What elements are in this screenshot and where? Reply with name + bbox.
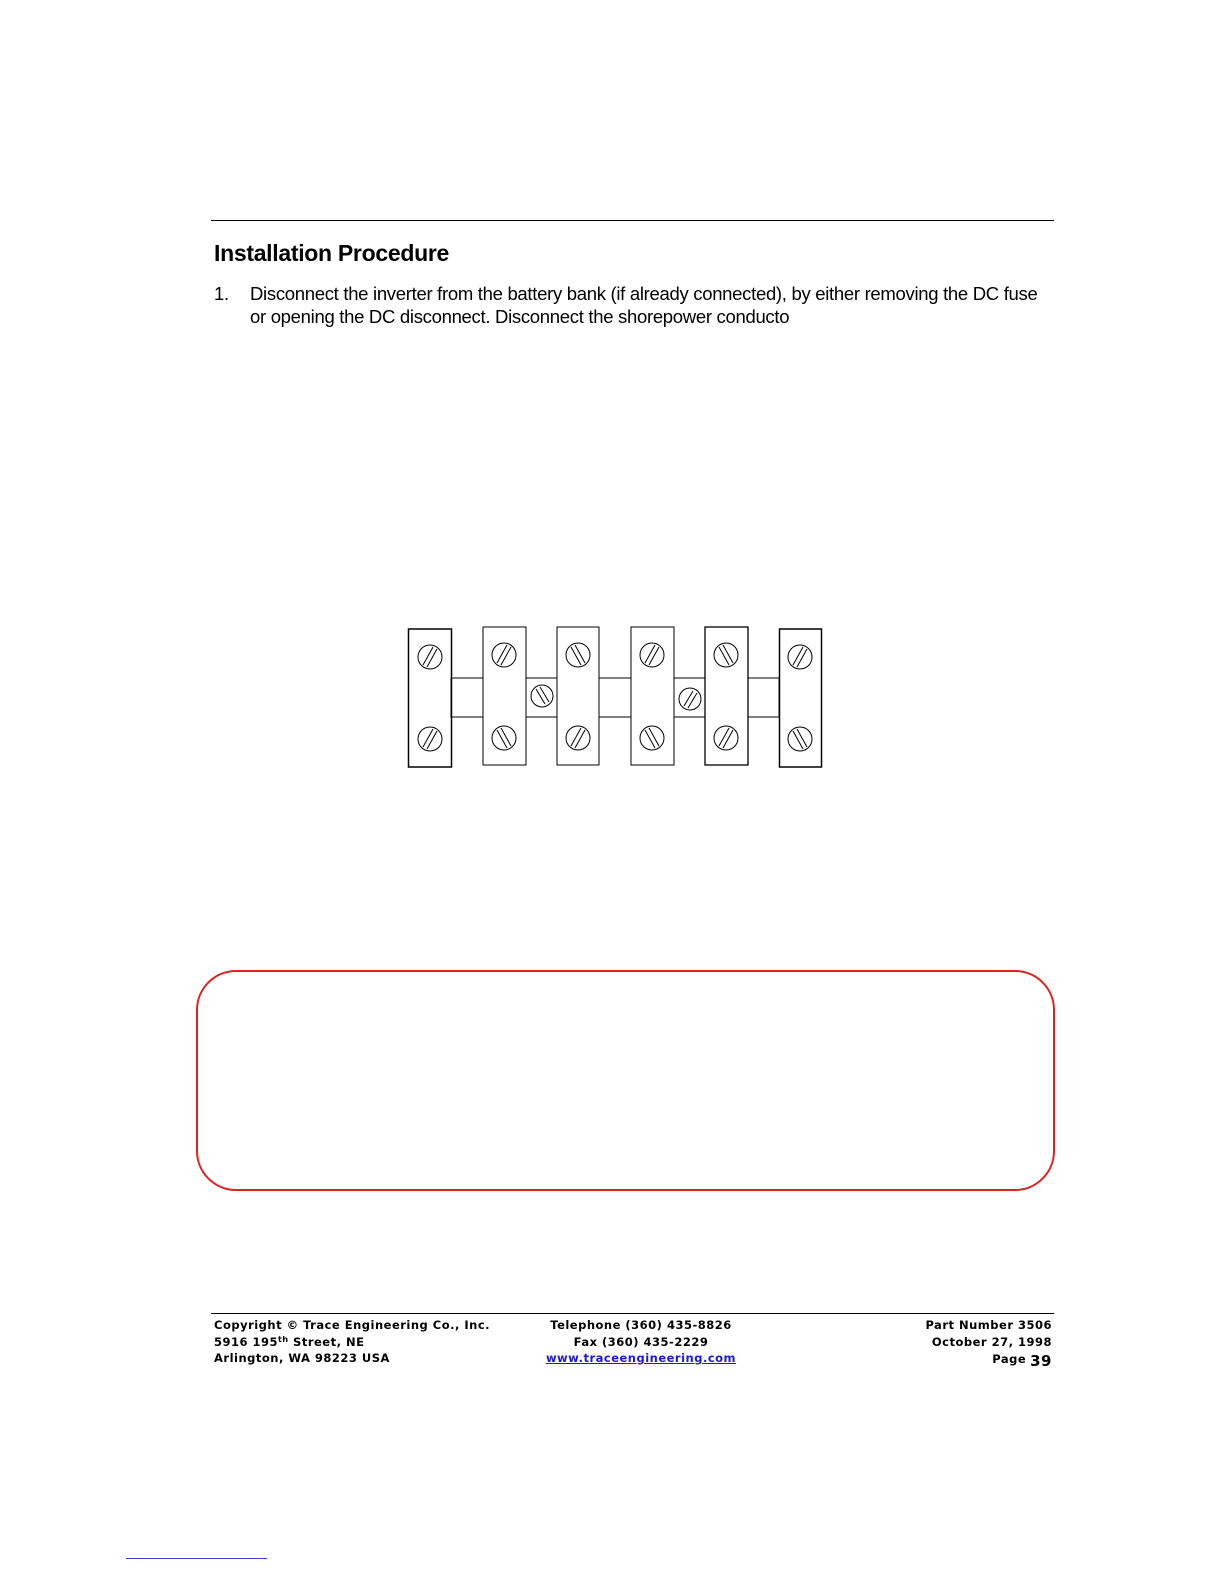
jumper-bar — [748, 678, 779, 717]
screw-icon — [714, 643, 738, 667]
footer-fax: Fax (360) 435-2229 — [573, 1334, 709, 1349]
header-rule — [211, 220, 1054, 221]
footer-part-number: Part Number 3506 — [925, 1318, 1052, 1332]
caution-callout-box — [196, 970, 1055, 1191]
footer-date: October 27, 1998 — [931, 1334, 1052, 1349]
screw-icon — [566, 726, 590, 750]
screw-icon — [640, 726, 664, 750]
screw-icon — [566, 643, 590, 667]
screw-icon — [714, 726, 738, 750]
screw-icon — [418, 645, 442, 669]
footer-copyright: Copyright © Trace Engineering Co., Inc. — [214, 1318, 491, 1332]
step-text: Disconnect the inverter from the battery bank (if already connected), by either removing the DC fuse or opening the DC disconnect. Disconnect the shorepower conducto — [250, 283, 1038, 327]
footer-city: Arlington, WA 98223 USA — [214, 1351, 390, 1365]
jumper-bar — [451, 678, 483, 717]
screw-icon — [640, 643, 664, 667]
website-link[interactable]: www.traceengineering.com — [545, 1351, 737, 1365]
screw-icon — [492, 726, 516, 750]
step-number: 1. — [214, 283, 229, 304]
terminal-block-diagram — [400, 620, 830, 776]
screw-icon — [788, 645, 812, 669]
footer-telephone: Telephone (360) 435-8826 — [550, 1318, 732, 1332]
screw-icon — [492, 643, 516, 667]
screw-icon — [788, 727, 812, 751]
footer-street: 5916 195th Street, NE — [214, 1334, 365, 1349]
footer-center — [540, 1317, 742, 1367]
screw-icon — [418, 727, 442, 751]
jumper-bar — [599, 678, 631, 717]
footer-rule — [211, 1313, 1054, 1314]
footnote-rule — [126, 1558, 267, 1559]
footer-page: Page 39 — [992, 1352, 1052, 1370]
footer-left — [214, 1317, 490, 1367]
screw-icon — [679, 688, 701, 710]
section-title: Installation Procedure — [214, 240, 449, 266]
footer-right — [925, 1317, 1052, 1368]
screw-icon — [531, 685, 553, 707]
page-number: 39 — [1030, 1352, 1052, 1370]
